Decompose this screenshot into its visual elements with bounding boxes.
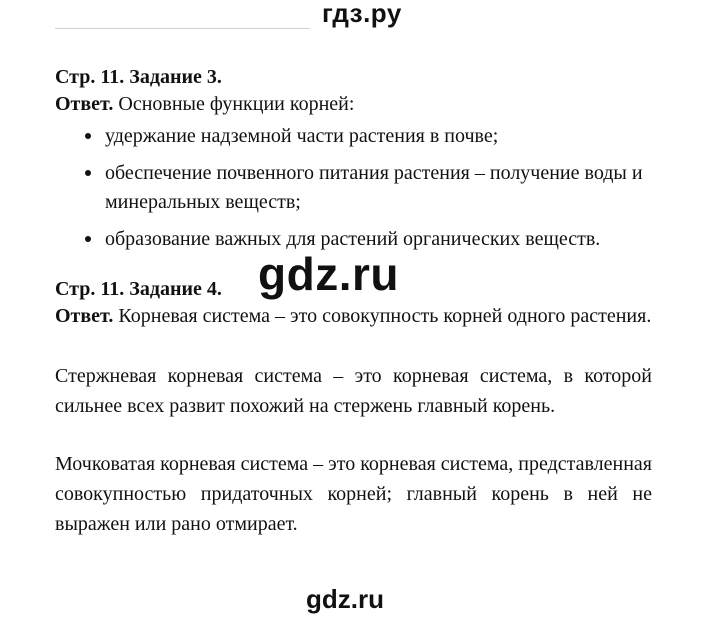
task-4-answer-text: Корневая система – это совокупность корней одного растения. — [113, 305, 652, 327]
bullet-icon — [85, 236, 91, 242]
task-3-answer-label: Ответ. — [55, 93, 114, 115]
header-divider — [55, 28, 310, 29]
list-item — [55, 122, 655, 151]
list-item-text: обеспечение почвенного питания растения – получение воды и минеральных веществ; — [105, 162, 643, 213]
task-4-answer-label: Ответ. — [55, 305, 114, 327]
task-3-bullet-list — [55, 122, 655, 254]
task-3-heading: Стр. 11. Задание 3. — [55, 66, 222, 88]
list-item-text: образование важных для растений органических веществ. — [105, 228, 601, 250]
task-4-answer-line — [55, 303, 655, 330]
task-3-section — [55, 64, 655, 262]
bullet-icon — [85, 170, 91, 176]
taproot-system-paragraph: Стержневая корневая система – это корневая система, в которой сильнее всех развит похожий на стержень главный корень. — [55, 365, 652, 417]
task-3-answer-text: Основные функции корней: — [113, 93, 355, 115]
list-item-text: удержание надземной части растения в почве; — [105, 125, 499, 147]
site-logo-text[interactable]: гдз.ру — [322, 0, 402, 28]
watermark-bottom: gdz.ru — [306, 584, 384, 614]
fibrous-system-paragraph: Мочковатая корневая система – это корневая система, представленная совокупностью придаточных корней; главный корень в ней не выражен или рано отмирает. — [55, 453, 652, 535]
bullet-icon — [85, 133, 91, 139]
task-4-section — [55, 276, 655, 330]
list-item — [55, 159, 655, 217]
task-3-answer-line — [55, 91, 655, 118]
watermark-middle: gdz.ru — [258, 248, 399, 300]
task-4-heading: Стр. 11. Задание 4. — [55, 278, 222, 300]
